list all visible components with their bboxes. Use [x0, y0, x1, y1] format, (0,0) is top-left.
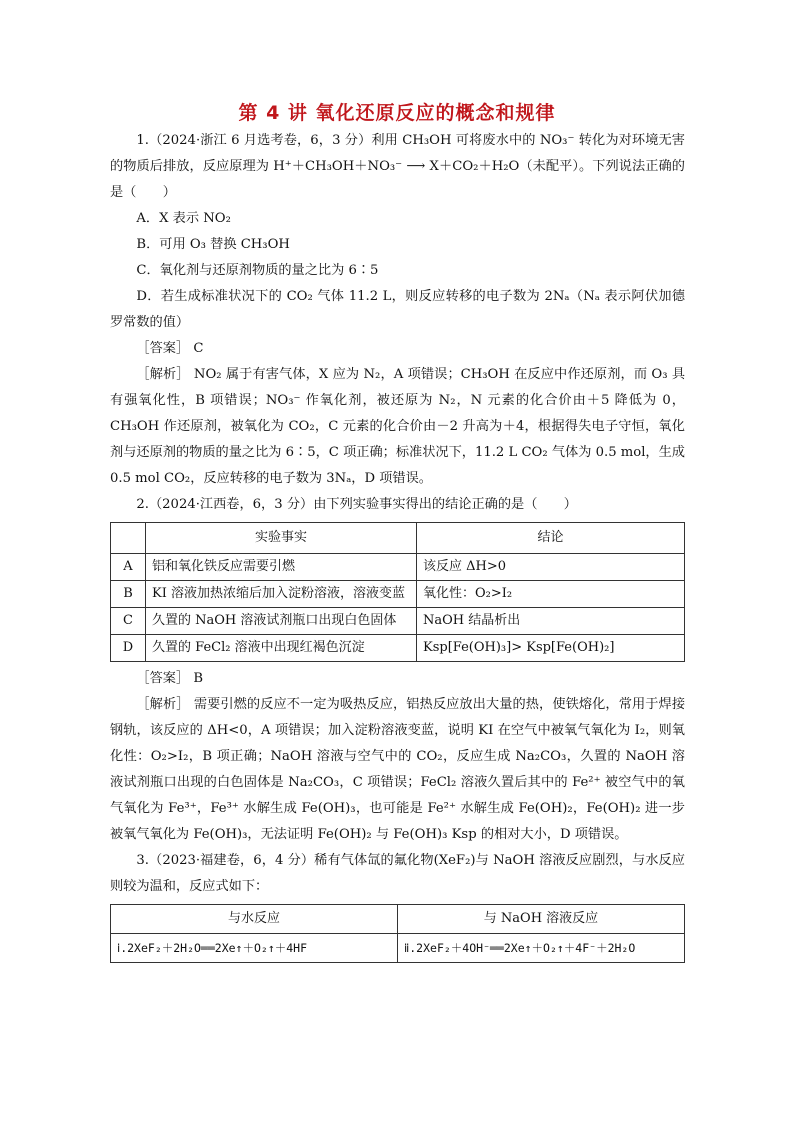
- row-fact: 久置的 FeCl₂ 溶液中出现红褐色沉淀: [146, 635, 417, 662]
- question-2-analysis: [110, 692, 685, 848]
- question-1-analysis: [110, 362, 685, 492]
- row-letter: C: [111, 608, 146, 635]
- table-header-cell: [111, 523, 146, 554]
- answer-value: C: [193, 341, 204, 356]
- row-fact: KI 溶液加热浓缩后加入淀粉溶液，溶液变蓝: [146, 581, 417, 608]
- reaction-with-naoh: ⅱ.2XeF₂＋4OH⁻══2Xe↑＋O₂↑＋4F⁻＋2H₂O: [398, 934, 685, 963]
- table-header-row: [111, 905, 685, 934]
- table-header-cell: 结论: [417, 523, 685, 554]
- row-letter: D: [111, 635, 146, 662]
- table-row: [111, 581, 685, 608]
- question-1-answer: [110, 336, 685, 362]
- answer-label: ［答案］: [136, 671, 190, 686]
- question-1-option-b: B．可用 O₃ 替换 CH₃OH: [136, 237, 290, 252]
- question-2-answer: [110, 666, 685, 692]
- table-row: [111, 554, 685, 581]
- question-2-table: [110, 522, 685, 662]
- document-content: [110, 128, 685, 963]
- row-letter: A: [111, 554, 146, 581]
- question-1-option-d: D．若生成标准状况下的 CO₂ 气体 11.2 L，则反应转移的电子数为 2Nₐ（Nₐ 表示阿伏加德罗常数的值）: [110, 289, 685, 330]
- row-fact: 久置的 NaOH 溶液试剂瓶口出现白色固体: [146, 608, 417, 635]
- table-header-cell: 实验事实: [146, 523, 417, 554]
- row-conclusion: 该反应 ΔH>0: [417, 554, 685, 581]
- question-3-stem: 3.（2023·福建卷，6，4 分）稀有气体氙的氟化物(XeF₂)与 NaOH 溶液反应剧烈，与水反应则较为温和，反应式如下：: [110, 853, 685, 894]
- question-1-stem: 1.（2024·浙江 6 月选考卷，6，3 分）利用 CH₃OH 可将废水中的 NO₃⁻ 转化为对环境无害的物质后排放，反应原理为 H⁺＋CH₃OH＋NO₃⁻ ⟶ X＋CO₂＋H₂O（未配平）。下列说法正确的是（ ）: [110, 133, 685, 200]
- table-header-row: [111, 523, 685, 554]
- row-conclusion: NaOH 结晶析出: [417, 608, 685, 635]
- analysis-text: NO₂ 属于有害气体，X 应为 N₂，A 项错误；CH₃OH 在反应中作还原剂，而 O₃ 具有强氧化性，B 项错误；NO₃⁻ 作氧化剂，被还原为 N₂，N 元素的化合价由＋5 降低为 0，CH₃OH 作还原剂，被氧化为 CO₂，C 元素的化合价由－2 升高为＋4，根据得失电子守恒，氧化剂与还原剂的物质的量之比为 6∶5，C 项正确；标准状况下，11.2 L CO₂ 气体为 0.5 mol，生成 0.5 mol CO₂，反应转移的电子数为 3Nₐ，D 项错误。: [110, 367, 686, 486]
- table-row: [111, 934, 685, 963]
- table-header-cell: 与水反应: [111, 905, 398, 934]
- table-header-cell: 与 NaOH 溶液反应: [398, 905, 685, 934]
- question-3-table: [110, 904, 685, 963]
- row-conclusion: Ksp[Fe(OH)₃]> Ksp[Fe(OH)₂]: [417, 635, 685, 662]
- analysis-label: ［解析］: [136, 697, 190, 712]
- question-1-option-c: C．氧化剂与还原剂物质的量之比为 6∶5: [136, 263, 379, 278]
- question-1-option-a: A．X 表示 NO₂: [136, 211, 231, 226]
- row-fact: 铝和氧化铁反应需要引燃: [146, 554, 417, 581]
- analysis-label: ［解析］: [136, 367, 190, 382]
- table-row: [111, 635, 685, 662]
- answer-label: ［答案］: [136, 341, 190, 356]
- page-title: 第 4 讲 氧化还原反应的概念和规律: [238, 102, 556, 124]
- row-letter: B: [111, 581, 146, 608]
- analysis-text: 需要引燃的反应不一定为吸热反应，铝热反应放出大量的热，使铁熔化，常用于焊接钢轨，该反应的 ΔH<0，A 项错误；加入淀粉溶液变蓝，说明 KI 在空气中被氧气氧化为 I₂，则氧化性：O₂>I₂，B 项正确；NaOH 溶液与空气中的 CO₂，反应生成 Na₂CO₃，久置的 NaOH 溶液试剂瓶口出现的白色固体是 Na₂CO₃，C 项错误；FeCl₂ 溶液久置后其中的 Fe²⁺ 被空气中的氧气氧化为 Fe³⁺，Fe³⁺ 水解生成 Fe(OH)₃，也可能是 Fe²⁺ 水解生成 Fe(OH)₂，Fe(OH)₂ 进一步被氧气氧化为 Fe(OH)₃，无法证明 Fe(OH)₂ 与 Fe(OH)₃ Ksp 的相对大小，D 项错误。: [110, 697, 686, 842]
- question-2-stem: 2.（2024·江西卷，6，3 分）由下列实验事实得出的结论正确的是（ ）: [136, 497, 577, 512]
- row-conclusion: 氧化性：O₂>I₂: [417, 581, 685, 608]
- reaction-with-water: ⅰ.2XeF₂＋2H₂O══2Xe↑＋O₂↑＋4HF: [111, 934, 398, 963]
- answer-value: B: [193, 671, 204, 686]
- table-row: [111, 608, 685, 635]
